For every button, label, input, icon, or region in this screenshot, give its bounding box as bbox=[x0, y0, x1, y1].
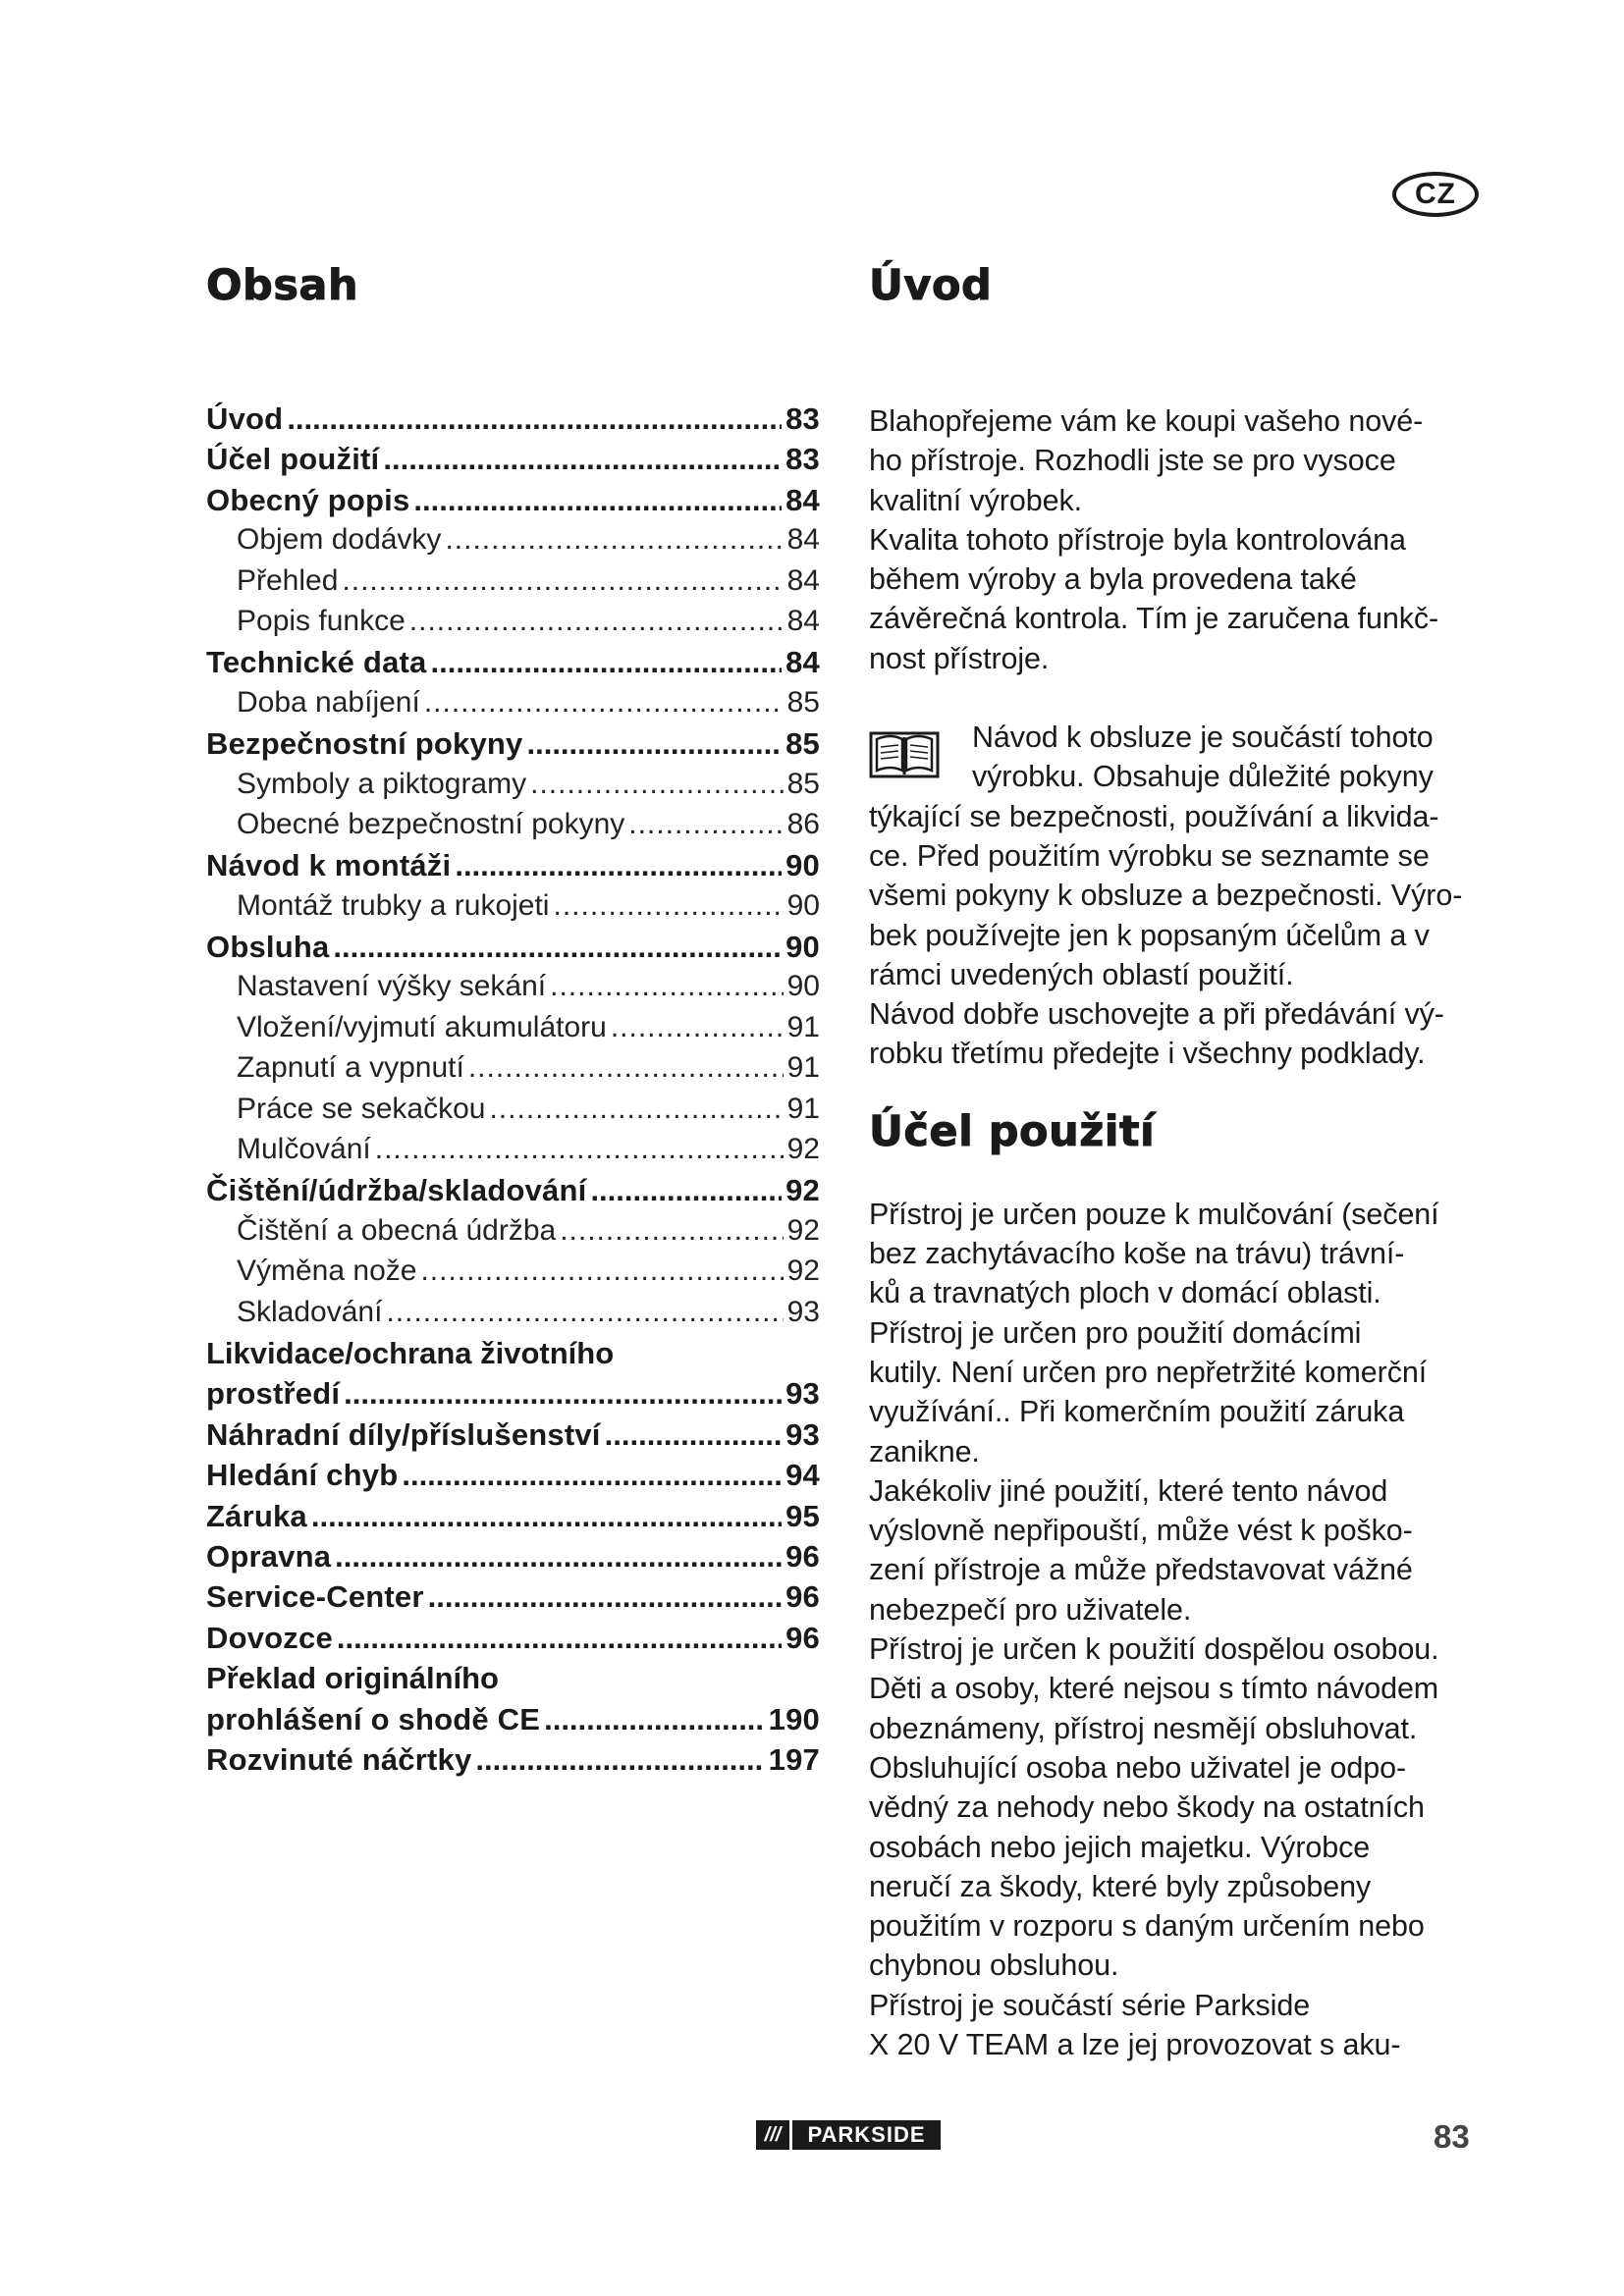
purpose-line: Obsluhující osoba nebo uživatel je odpo- bbox=[869, 1750, 1407, 1785]
toc-entry-title: Popis funkce bbox=[237, 604, 406, 637]
toc-entry-page: 85 bbox=[786, 767, 820, 800]
toc-entry-page: 96 bbox=[785, 1620, 820, 1655]
toc-entry-title: Výměna nože bbox=[237, 1255, 417, 1288]
logo-stripes: /// bbox=[756, 2120, 789, 2150]
purpose-line: nebezpečí pro uživatele. bbox=[869, 1592, 1192, 1627]
toc-entry bbox=[206, 1702, 820, 1742]
toc-entry-title: Čištění a obecná údržba bbox=[237, 1213, 557, 1247]
toc-entry bbox=[206, 970, 820, 1010]
intro-line: závěrečná kontrola. Tím je zaručena funkč- bbox=[869, 602, 1439, 636]
main-content bbox=[869, 261, 1497, 2064]
toc-entry bbox=[206, 1173, 820, 1213]
toc-leader-dots bbox=[383, 442, 782, 477]
purpose-line: ků a travnatých ploch v domácí oblasti. bbox=[869, 1276, 1381, 1310]
manual-notice bbox=[869, 718, 1497, 1074]
toc-entry-title: Dovozce bbox=[206, 1620, 333, 1655]
toc-entry bbox=[206, 442, 820, 482]
page-number: 83 bbox=[1434, 2118, 1470, 2155]
toc-entry-page: 90 bbox=[785, 930, 820, 965]
toc-leader-dots bbox=[544, 1702, 765, 1737]
toc-leader-dots bbox=[530, 768, 784, 801]
toc-entry-title: Technické data bbox=[206, 645, 427, 680]
toc-entry-page: 84 bbox=[786, 563, 820, 597]
toc-entry-page: 84 bbox=[786, 604, 820, 637]
toc-entry bbox=[206, 1579, 820, 1620]
toc-entry-page: 93 bbox=[785, 1376, 820, 1412]
toc-entry-title: Účel použití bbox=[206, 442, 380, 477]
toc-entry-title: Mulčování bbox=[237, 1133, 371, 1166]
intro-line: ho přístroje. Rozhodli jste se pro vysoce bbox=[869, 444, 1396, 478]
toc-entry bbox=[206, 686, 820, 726]
toc-entry-title: Montáž trubky a rukojeti bbox=[237, 888, 550, 922]
toc-entry bbox=[206, 1336, 820, 1376]
toc-leader-dots bbox=[409, 605, 784, 638]
purpose-line: neručí za škody, které byly způsobeny bbox=[869, 1869, 1372, 1903]
toc-entry bbox=[206, 768, 820, 808]
toc-leader-dots bbox=[553, 889, 783, 923]
purpose-line: zení přístroje a může představovat vážné bbox=[869, 1553, 1413, 1587]
purpose-line: zanikne. bbox=[869, 1434, 980, 1468]
toc-entry bbox=[206, 889, 820, 930]
toc-leader-dots bbox=[468, 1051, 784, 1085]
purpose-line: osobách nebo jejich majetku. Výrobce bbox=[869, 1830, 1371, 1864]
toc-entry bbox=[206, 1458, 820, 1498]
purpose-paragraph bbox=[869, 1195, 1497, 2065]
toc-entry bbox=[206, 1376, 820, 1416]
logo-brand-text: PARKSIDE bbox=[792, 2120, 941, 2150]
toc-entry-page: 92 bbox=[786, 1255, 820, 1288]
toc-leader-dots bbox=[287, 401, 782, 437]
toc-leader-dots bbox=[337, 1621, 782, 1656]
toc-entry bbox=[206, 1133, 820, 1173]
toc-entry-page: 94 bbox=[785, 1458, 820, 1493]
toc-entry-title: Doba nabíjení bbox=[237, 685, 420, 719]
purpose-line: využívání.. Při komerčním použití záruka bbox=[869, 1395, 1405, 1429]
toc-entry-page: 93 bbox=[785, 1416, 820, 1452]
toc-entry-page: 85 bbox=[785, 726, 820, 762]
toc-entry-page: 91 bbox=[786, 1010, 820, 1043]
toc-entry bbox=[206, 1499, 820, 1539]
notice-line: ce. Před použitím výrobku se seznamte se bbox=[869, 838, 1430, 873]
toc-entry bbox=[206, 523, 820, 563]
notice-line: bek používejte jen k popsaným účelům a v bbox=[869, 918, 1430, 952]
purpose-line: Jakékoliv jiné použití, které tento návod bbox=[869, 1473, 1388, 1508]
toc-leader-dots bbox=[375, 1133, 784, 1166]
toc-leader-dots bbox=[445, 523, 783, 557]
toc-leader-dots bbox=[455, 848, 782, 883]
intro-line: během výroby a byla provedena také bbox=[869, 562, 1357, 597]
toc-entry bbox=[206, 1296, 820, 1336]
toc-entry-page: 84 bbox=[786, 523, 820, 557]
toc-entry bbox=[206, 1621, 820, 1661]
purpose-line: Přístroj je součástí série Parkside bbox=[869, 1988, 1311, 2022]
toc-entry-title: Obsluha bbox=[206, 930, 330, 965]
toc-entry bbox=[206, 483, 820, 523]
intro-title: Úvod bbox=[869, 261, 993, 310]
toc-leader-dots bbox=[430, 645, 782, 680]
parkside-logo bbox=[756, 2120, 941, 2150]
toc-entry bbox=[206, 401, 820, 442]
toc-leader-dots bbox=[402, 1458, 782, 1493]
toc-list bbox=[206, 401, 820, 1783]
toc-entry-title: Úvod bbox=[206, 401, 284, 436]
toc-entry-title: Symboly a piktogramy bbox=[237, 767, 527, 800]
toc-entry-title: Rozvinuté náčrtky bbox=[206, 1741, 472, 1777]
toc-entry-title: Překlad originálního bbox=[206, 1661, 499, 1696]
notice-line: týkající se bezpečnosti, používání a likvida- bbox=[869, 799, 1439, 833]
purpose-line: chybnou obsluhou. bbox=[869, 1949, 1119, 1983]
toc-entry-page: 90 bbox=[786, 888, 820, 922]
toc-entry-page: 93 bbox=[786, 1295, 820, 1328]
toc-entry-title: Přehled bbox=[237, 563, 339, 597]
toc-entry-page: 96 bbox=[785, 1579, 820, 1615]
toc-entry-title: prostředí bbox=[206, 1376, 341, 1412]
intro-line: nost přístroje. bbox=[869, 641, 1050, 675]
purpose-line: Děti a osoby, které nejsou s tímto návodem bbox=[869, 1672, 1439, 1706]
intro-line: Blahopřejeme vám ke koupi vašeho nové- bbox=[869, 404, 1424, 438]
toc-entry-page: 190 bbox=[768, 1701, 820, 1736]
purpose-line: výslovně nepřipouští, může vést k poško- bbox=[869, 1514, 1413, 1548]
notice-paragraph bbox=[869, 797, 1497, 1074]
toc-entry-page: 85 bbox=[786, 685, 820, 719]
toc-entry bbox=[206, 1417, 820, 1458]
notice-line: všemi pokyny k obsluze a bezpečnosti. Výro- bbox=[869, 879, 1463, 913]
purpose-line: X 20 V TEAM a lze jej provozovat s aku- bbox=[869, 2027, 1401, 2061]
toc-entry bbox=[206, 726, 820, 767]
notice-line: rámci uvedených oblastí použití. bbox=[869, 957, 1294, 991]
toc-entry-title: prohlášení o shodě CE bbox=[206, 1701, 541, 1736]
toc-title: Obsah bbox=[206, 261, 359, 310]
toc-entry-title: Náhradní díly/příslušenství bbox=[206, 1416, 601, 1452]
toc-leader-dots bbox=[475, 1742, 764, 1778]
toc-leader-dots bbox=[611, 1011, 784, 1044]
toc-entry bbox=[206, 645, 820, 685]
toc-leader-dots bbox=[386, 1296, 783, 1329]
toc-entry-title: Objem dodávky bbox=[237, 523, 442, 557]
toc-entry-page: 90 bbox=[785, 848, 820, 883]
toc-entry bbox=[206, 1093, 820, 1133]
purpose-line: bez zachytávacího koše na trávu) trávní- bbox=[869, 1237, 1405, 1271]
purpose-line: vědný za nehody nebo škody na ostatních bbox=[869, 1790, 1425, 1825]
toc-entry-page: 92 bbox=[786, 1213, 820, 1247]
toc-entry bbox=[206, 564, 820, 605]
purpose-line: Přístroj je určen pro použití domácími bbox=[869, 1315, 1362, 1350]
toc-leader-dots bbox=[424, 686, 784, 720]
toc-entry-title: Likvidace/ochrana životního bbox=[206, 1335, 615, 1370]
toc-entry-page: 84 bbox=[785, 645, 820, 680]
toc-entry-title: Skladování bbox=[237, 1295, 383, 1328]
purpose-title: Účel použití bbox=[869, 1106, 1156, 1156]
toc-entry-page: 91 bbox=[786, 1092, 820, 1125]
toc-entry-page: 92 bbox=[786, 1133, 820, 1166]
intro-line: kvalitní výrobek. bbox=[869, 483, 1082, 517]
toc-entry-page: 92 bbox=[785, 1173, 820, 1208]
toc-entry-title: Service-Center bbox=[206, 1579, 424, 1615]
toc-leader-dots bbox=[342, 564, 783, 598]
manual-book-icon bbox=[869, 725, 940, 780]
purpose-line: použitím v rozporu s daným určením nebo bbox=[869, 1909, 1425, 1944]
toc-entry-page: 86 bbox=[786, 807, 820, 840]
toc-entry-title: Opravna bbox=[206, 1538, 332, 1574]
language-badge: CZ bbox=[1392, 172, 1479, 217]
purpose-line: Přístroj je určen k použití dospělou osobou. bbox=[869, 1632, 1439, 1667]
toc-leader-dots bbox=[550, 970, 783, 1003]
notice-line-indented: výrobku. Obsahuje důležité pokyny bbox=[972, 760, 1434, 794]
notice-line: Návod dobře uschovejte a při předávání vý- bbox=[869, 997, 1444, 1032]
toc-leader-dots bbox=[344, 1376, 782, 1412]
toc-entry-title: Práce se sekačkou bbox=[237, 1092, 486, 1125]
toc-entry-page: 91 bbox=[786, 1051, 820, 1085]
toc-entry bbox=[206, 1051, 820, 1092]
toc-leader-dots bbox=[590, 1173, 782, 1208]
intro-paragraph bbox=[869, 401, 1497, 678]
intro-line: Kvalita tohoto přístroje byla kontrolována bbox=[869, 522, 1406, 557]
toc-leader-dots bbox=[333, 930, 782, 965]
toc-entry-title: Vložení/vyjmutí akumulátoru bbox=[237, 1010, 607, 1043]
toc-entry-title: Nastavení výšky sekání bbox=[237, 970, 547, 1003]
toc-entry-title: Hledání chyb bbox=[206, 1458, 399, 1493]
toc-leader-dots bbox=[311, 1499, 782, 1534]
toc-entry-page: 95 bbox=[785, 1498, 820, 1533]
toc-entry bbox=[206, 848, 820, 888]
toc-entry bbox=[206, 1214, 820, 1255]
toc-entry-page: 90 bbox=[786, 970, 820, 1003]
toc-entry-page: 83 bbox=[785, 442, 820, 477]
toc-entry-title: Záruka bbox=[206, 1498, 307, 1533]
notice-line: robku třetímu předejte i všechny podklady. bbox=[869, 1037, 1426, 1071]
toc-entry-page: 96 bbox=[785, 1538, 820, 1574]
toc-leader-dots bbox=[489, 1093, 783, 1126]
toc-leader-dots bbox=[628, 808, 783, 841]
toc-entry-title: Čištění/údržba/skladování bbox=[206, 1173, 587, 1208]
toc-entry bbox=[206, 1255, 820, 1295]
toc-entry bbox=[206, 1011, 820, 1051]
table-of-contents bbox=[206, 261, 820, 1783]
purpose-line: kutily. Není určen pro nepřetržité komerční bbox=[869, 1355, 1428, 1389]
toc-leader-dots bbox=[526, 726, 782, 762]
toc-entry-title: Obecné bezpečnostní pokyny bbox=[237, 807, 625, 840]
toc-entry-page: 197 bbox=[768, 1741, 820, 1777]
toc-leader-dots bbox=[420, 1255, 783, 1288]
purpose-line: obeznámeny, přístroj nesmějí obsluhovat. bbox=[869, 1711, 1418, 1745]
toc-entry bbox=[206, 1539, 820, 1579]
toc-entry-title: Obecný popis bbox=[206, 482, 410, 517]
toc-entry-page: 84 bbox=[785, 482, 820, 517]
toc-leader-dots bbox=[413, 483, 782, 518]
toc-leader-dots bbox=[428, 1579, 782, 1615]
toc-entry-title: Zapnutí a vypnutí bbox=[237, 1051, 464, 1085]
notice-line-indented: Návod k obsluze je součástí tohoto bbox=[972, 721, 1434, 755]
toc-entry-page: 83 bbox=[785, 401, 820, 436]
toc-leader-dots bbox=[605, 1417, 782, 1453]
toc-entry bbox=[206, 930, 820, 970]
toc-leader-dots bbox=[560, 1214, 783, 1248]
toc-entry-title: Bezpečnostní pokyny bbox=[206, 726, 523, 762]
toc-entry bbox=[206, 808, 820, 848]
toc-entry bbox=[206, 1661, 820, 1701]
purpose-line: Přístroj je určen pouze k mulčování (sečení bbox=[869, 1197, 1439, 1231]
toc-entry bbox=[206, 605, 820, 645]
toc-leader-dots bbox=[335, 1539, 782, 1575]
toc-entry bbox=[206, 1742, 820, 1783]
toc-entry-title: Návod k montáži bbox=[206, 848, 452, 883]
